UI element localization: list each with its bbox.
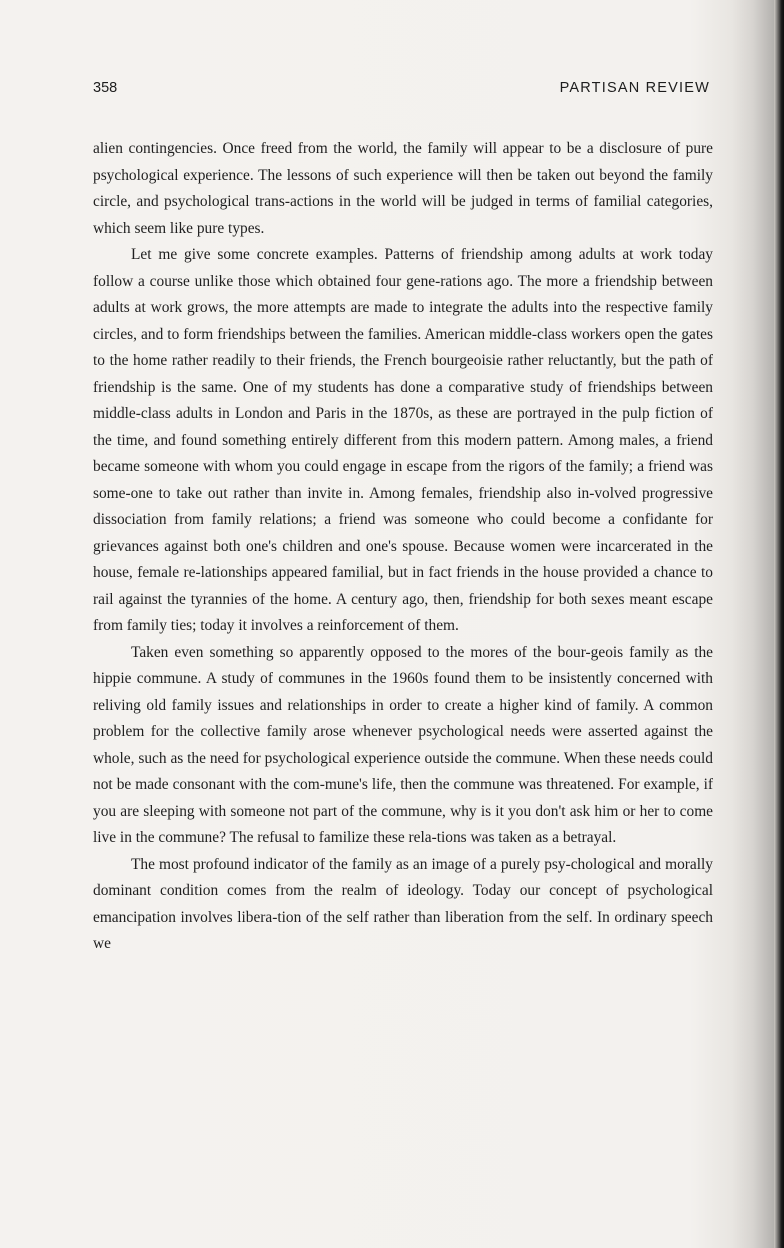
- paragraph-3: Taken even something so apparently opposed to the mores of the bour-geois family as the hippie commune. A study of communes in the 1960s found them to be insistently concerned with reliving old family issues and relationships in order to create a higher kind of family. A common problem for the collective family arose whenever psychological needs were asserted against the whole, such as the need for psychological experience outside the commune. When these needs could not be made consonant with the com-mune's life, then the commune was threatened. For example, if you are sleeping with someone not part of the commune, why is it you don't ask him or her to come live in the commune? The refusal to familize these rela-tions was taken as a betrayal.: [93, 643, 713, 846]
- running-head: PARTISAN REVIEW: [559, 80, 710, 96]
- paragraph-1: alien contingencies. Once freed from the world, the family will appear to be a disclosure of pure psychological experience. The lessons of such experience will then be taken out beyond the family circle, and psychological trans-actions in the world will be judged in terms of familial categories, which seem like pure types.: [93, 140, 713, 237]
- body-text: [93, 136, 713, 958]
- page-number: 358: [93, 80, 118, 96]
- binding-edge: [774, 0, 784, 1248]
- page-header: [93, 80, 710, 104]
- paragraph-2: Let me give some concrete examples. Patterns of friendship among adults at work today follow a course unlike those which obtained four gene-rations ago. The more a friendship between adults at work grows, the more attempts are made to integrate the adults into the respective family circles, and to form friendships between the families. American middle-class workers open the gates to the home rather readily to their friends, the French bourgeoisie rather reluctantly, but the path of friendship is the same. One of my students has done a comparative study of friendships between middle-class adults in London and Paris in the 1870s, as these are portrayed in the pulp fiction of the time, and found something entirely different from this modern pattern. Among males, a friend became someone with whom you could engage in escape from the rigors of the family; a friend was some-one to take out rather than invite in. Among females, friendship also in-volved progressive dissociation from family relations; a friend was someone who could become a confidante for grievances against both one's children and one's spouse. Because women were incarcerated in the house, female re-lationships appeared familial, but in fact friends in the house provided a chance to rail against the tyrannies of the home. A century ago, then, friendship for both sexes meant escape from family ties; today it involves a reinforcement of them.: [93, 246, 713, 634]
- paragraph-4: The most profound indicator of the family as an image of a purely psy-chological and morally dominant condition comes from the realm of ideology. Today our concept of psychological emancipation involves libera-tion of the self rather than liberation from the self. In ordinary speech we: [93, 855, 713, 952]
